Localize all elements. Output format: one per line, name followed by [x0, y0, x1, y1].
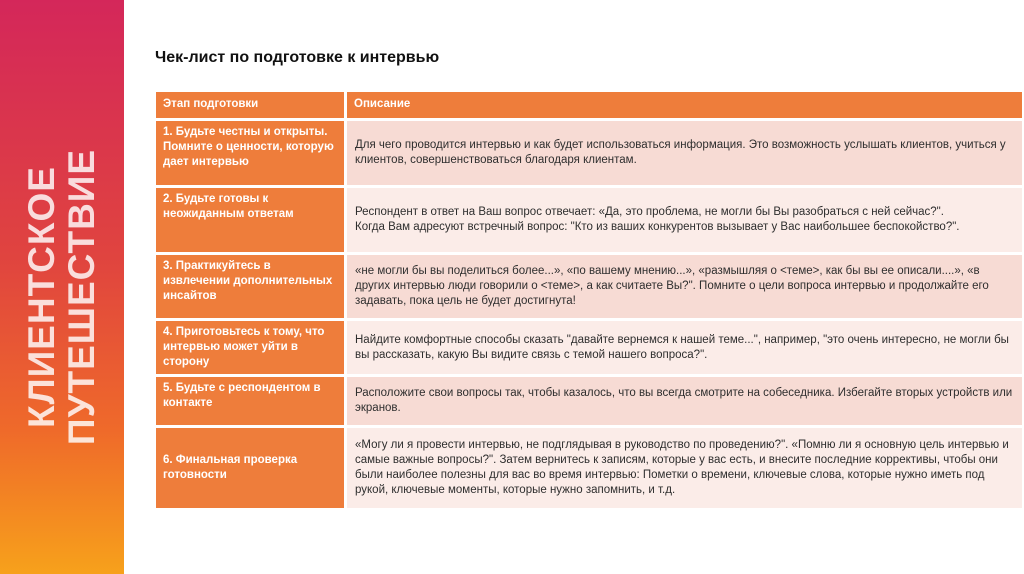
column-header-stage: Этап подготовки: [156, 92, 347, 118]
table-row: [156, 428, 1022, 508]
page-title: Чек-лист по подготовке к интервью: [155, 49, 440, 66]
description-text: «не могли бы вы поделиться более...», «по вашему мнению...», «размышляя о <теме>, как бы вы ее описали....», «в других интервью люди говорили о <теме>, а как считаете Вы?". Помните о цели вопроса интервью и продолжайте его задавать, пока цель не будет достигнута!: [355, 265, 989, 307]
description-text: Когда Вам адресуют встречный вопрос: "Кто из ваших конкурентов вызывает у Вас наибольшее беспокойство?".: [355, 221, 960, 233]
description-cell: [347, 188, 1022, 252]
description-text: Расположите свои вопросы так, чтобы казалось, что вы всегда смотрите на собеседника. Избегайте вторых устройств или экранов.: [355, 387, 1013, 414]
table-row: [156, 321, 1022, 374]
sidebar-title-line-1: КЛИЕНТСКОЕ: [21, 166, 62, 428]
checklist-table: [156, 89, 1022, 511]
table-row: [156, 188, 1022, 252]
description-cell: [347, 428, 1022, 508]
description-cell: [347, 321, 1022, 374]
step-cell: 6. Финальная проверка готовности: [156, 428, 347, 508]
step-cell: 1. Будьте честны и открыты. Помните о ценности, которую дает интервью: [156, 121, 347, 185]
table-row: [156, 255, 1022, 318]
description-text: «Могу ли я провести интервью, не подглядывая в руководство по проведению?". «Помню ли я основную цель интервью и самые важные вопросы?". Затем вернитесь к записям, которые у вас есть, и внесите последние коррективы, чтобы они были наиболее полезны для вас во время интервью: Пометки о времени, ключевые слова, которые нужно иметь под рукой, ключевые моменты, которые нужно запомнить, и т.д.: [355, 439, 1009, 496]
description-cell: [347, 121, 1022, 185]
step-cell: 3. Практикуйтесь в извлечении дополнительных инсайтов: [156, 255, 347, 318]
column-header-description: Описание: [347, 92, 1022, 118]
step-cell: 2. Будьте готовы к неожиданным ответам: [156, 188, 347, 252]
description-cell: [347, 255, 1022, 318]
table-row: [156, 121, 1022, 185]
description-text: Респондент в ответ на Ваш вопрос отвечает: «Да, это проблема, не могли бы Вы разобраться с ней сейчас?".: [355, 206, 944, 218]
table-header-row: [156, 92, 1022, 118]
description-text: Для чего проводится интервью и как будет использоваться информация. Это возможность услышать клиентов, учиться у клиентов, совершенствоваться благодаря клиентам.: [355, 139, 1006, 166]
step-cell: 4. Приготовьтесь к тому, что интервью может уйти в сторону: [156, 321, 347, 374]
sidebar-title-line-2: ПУТЕШЕСТВИЕ: [61, 148, 102, 446]
sidebar-vertical-title: [22, 149, 102, 445]
description-cell: [347, 377, 1022, 425]
step-cell: 5. Будьте с респондентом в контакте: [156, 377, 347, 425]
description-text: Найдите комфортные способы сказать "давайте вернемся к нашей теме...", например, "это очень интересно, не могли бы вы рассказать, какую Вы видите связь с темой нашего вопроса?".: [355, 333, 1009, 361]
sidebar-banner: [0, 0, 124, 574]
table-row: [156, 377, 1022, 425]
